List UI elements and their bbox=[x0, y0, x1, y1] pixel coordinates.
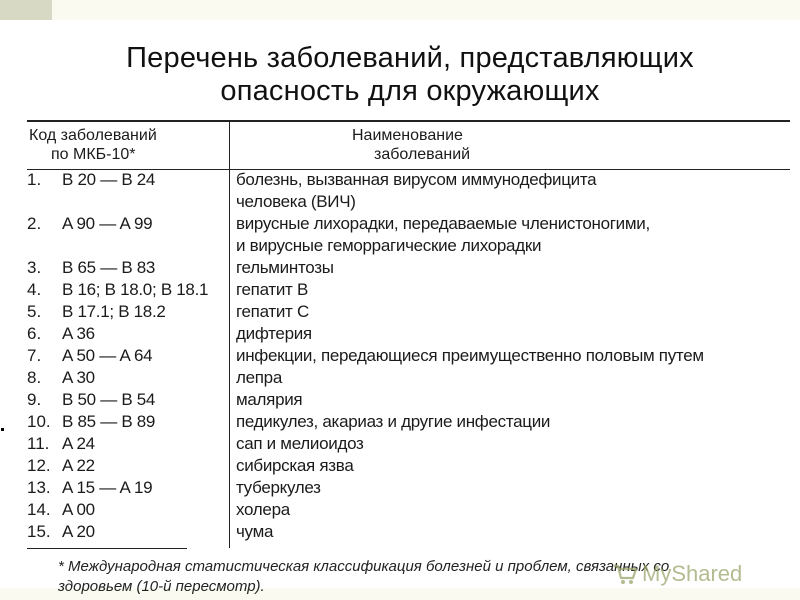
corner-block bbox=[0, 0, 52, 20]
disease-name-line-1: гепатит C bbox=[236, 302, 309, 321]
column-header-code bbox=[29, 126, 157, 164]
disease-name bbox=[236, 367, 282, 389]
column-header-code-line-1: Код заболеваний bbox=[29, 127, 157, 144]
disease-name-line-1: сап и мелиоидоз bbox=[236, 434, 364, 453]
disease-code: B 17.1; B 18.2 bbox=[62, 302, 166, 321]
disease-name bbox=[236, 323, 312, 345]
disease-code: A 50 — A 64 bbox=[62, 346, 153, 365]
disease-name bbox=[236, 521, 273, 543]
row-number: 14. bbox=[27, 500, 51, 519]
row-number: 5. bbox=[27, 302, 42, 321]
row-number: 6. bbox=[27, 324, 42, 343]
disease-name bbox=[236, 279, 308, 301]
footnote-line-2: здоровьем (10-й пересмотр). bbox=[58, 578, 265, 595]
disease-name-line-1: инфекции, передающиеся преимущественно половым путем bbox=[236, 346, 704, 365]
disease-name bbox=[236, 213, 650, 257]
disease-name bbox=[236, 433, 364, 455]
row-number: 8. bbox=[27, 368, 42, 387]
disease-name-line-1: чума bbox=[236, 522, 274, 541]
disease-name bbox=[236, 455, 353, 477]
table-top-rule bbox=[27, 120, 790, 122]
row-number: 10. bbox=[27, 412, 51, 431]
disease-name bbox=[236, 477, 321, 499]
disease-name-line-1: малярия bbox=[236, 390, 303, 409]
footnote-line-1: * Международная статистическая классификация болезней и проблем, связанных со bbox=[58, 558, 670, 575]
disease-code: B 50 — B 54 bbox=[62, 390, 156, 409]
disease-name bbox=[236, 389, 302, 411]
disease-code: B 20 — B 24 bbox=[62, 170, 156, 189]
page-title bbox=[60, 42, 760, 108]
disease-name bbox=[236, 301, 309, 323]
disease-code: A 00 bbox=[62, 500, 95, 519]
disease-code: A 36 bbox=[62, 324, 95, 343]
disease-name-line-2: человека (ВИЧ) bbox=[236, 192, 356, 211]
footnote bbox=[58, 557, 669, 597]
watermark bbox=[612, 561, 742, 587]
disease-name bbox=[236, 257, 334, 279]
row-number: 12. bbox=[27, 456, 51, 475]
row-number: 9. bbox=[27, 390, 42, 409]
disease-name-line-1: вирусные лихорадки, передаваемые членистоногими, bbox=[236, 214, 650, 233]
row-number: 2. bbox=[27, 214, 42, 233]
disease-code: A 22 bbox=[62, 456, 95, 475]
disease-name bbox=[236, 499, 290, 521]
row-number: 7. bbox=[27, 346, 42, 365]
disease-code: A 30 bbox=[62, 368, 95, 387]
watermark-text: MyShared bbox=[642, 561, 743, 586]
disease-name-line-1: дифтерия bbox=[236, 324, 312, 343]
disease-name-line-1: педикулез, акариаз и другие инфестации bbox=[236, 412, 551, 431]
disease-name bbox=[236, 169, 596, 213]
disease-name-line-1: гепатит B bbox=[236, 280, 308, 299]
column-header-name bbox=[352, 126, 470, 164]
stray-dot bbox=[1, 428, 4, 431]
disease-code: B 65 — B 83 bbox=[62, 258, 156, 277]
slide bbox=[0, 20, 800, 595]
disease-name-line-1: лепра bbox=[236, 368, 282, 387]
column-header-code-line-2: по МКБ-10* bbox=[51, 146, 136, 163]
disease-name bbox=[236, 345, 704, 367]
row-number: 13. bbox=[27, 478, 51, 497]
disease-name bbox=[236, 411, 550, 433]
column-header-name-line-1: Наименование bbox=[352, 127, 463, 144]
row-number: 15. bbox=[27, 522, 51, 541]
disease-code: B 85 — B 89 bbox=[62, 412, 156, 431]
disease-name-line-1: сибирская язва bbox=[236, 456, 354, 475]
column-divider bbox=[229, 120, 230, 548]
disease-name-line-1: болезнь, вызванная вирусом иммунодефицита bbox=[236, 170, 597, 189]
disease-name-line-1: туберкулез bbox=[236, 478, 321, 497]
column-header-name-line-2: заболеваний bbox=[374, 146, 471, 163]
disease-name-line-1: гельминтозы bbox=[236, 258, 334, 277]
disease-code: A 24 bbox=[62, 434, 95, 453]
row-number: 11. bbox=[27, 434, 50, 453]
disease-name-line-1: холера bbox=[236, 500, 290, 519]
row-number: 4. bbox=[27, 280, 42, 299]
footnote-rule bbox=[27, 548, 187, 549]
disease-code: B 16; B 18.0; B 18.1 bbox=[62, 280, 209, 299]
disease-code: A 20 bbox=[62, 522, 95, 541]
disease-code: A 15 — A 19 bbox=[62, 478, 153, 497]
disease-name-line-2: и вирусные геморрагические лихорадки bbox=[236, 236, 542, 255]
title-line-2: опасность для окружающих bbox=[220, 75, 600, 107]
disease-code: A 90 — A 99 bbox=[62, 214, 153, 233]
row-number: 1. bbox=[27, 170, 42, 189]
row-number: 3. bbox=[27, 258, 42, 277]
title-line-1: Перечень заболеваний, представляющих bbox=[126, 42, 694, 74]
cart-icon bbox=[612, 562, 638, 586]
